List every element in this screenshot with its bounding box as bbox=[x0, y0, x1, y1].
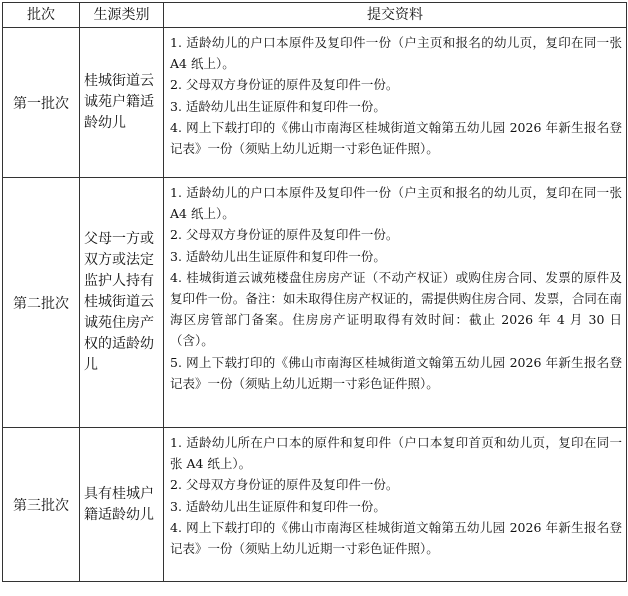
material-item: 1. 适龄幼儿的户口本原件及复印件一份（户主页和报名的幼儿页，复印在同一张 A4 纸上）。 bbox=[170, 185, 622, 222]
material-item: 5. 网上下载打印的《佛山市南海区桂城街道文翰第五幼儿园 2026 年新生报名登记表》一份（须贴上幼儿近期一寸彩色证件照）。 bbox=[170, 354, 622, 391]
table-row bbox=[3, 28, 627, 178]
materials-cell bbox=[164, 28, 627, 178]
material-item: 2. 父母双方身份证的原件及复印件一份。 bbox=[170, 227, 399, 243]
material-item: 2. 父母双方身份证的原件及复印件一份。 bbox=[170, 77, 399, 93]
table-row bbox=[3, 428, 627, 582]
header-source-category: 生源类别 bbox=[80, 3, 164, 28]
material-item: 2. 父母双方身份证的原件及复印件一份。 bbox=[170, 477, 399, 493]
table-row bbox=[3, 178, 627, 428]
material-item: 3. 适龄幼儿出生证原件和复印件一份。 bbox=[170, 248, 386, 264]
material-item: 4. 网上下载打印的《佛山市南海区桂城街道文翰第五幼儿园 2026 年新生报名登记表》一份（须贴上幼儿近期一寸彩色证件照）。 bbox=[170, 519, 622, 557]
material-item: 3. 适龄幼儿出生证原件和复印件一份。 bbox=[170, 498, 386, 514]
source-category-cell: 父母一方或双方或法定监护人持有桂城街道云诚苑住房产权的适龄幼儿 bbox=[80, 178, 164, 428]
material-item: 4. 网上下载打印的《佛山市南海区桂城街道文翰第五幼儿园 2026 年新生报名登记表》一份（须贴上幼儿近期一寸彩色证件照）。 bbox=[170, 119, 622, 157]
material-item: 1. 适龄幼儿的户口本原件及复印件一份（户主页和报名的幼儿页，复印在同一张 A4 纸上）。 bbox=[170, 35, 622, 72]
header-materials: 提交资料 bbox=[164, 3, 627, 28]
batch-cell: 第二批次 bbox=[3, 178, 80, 428]
material-item: 1. 适龄幼儿所在户口本的原件和复印件（户口本复印首页和幼儿页，复印在同一张 A4 纸上）。 bbox=[170, 435, 622, 472]
header-batch: 批次 bbox=[3, 3, 80, 28]
table-header-row bbox=[3, 3, 627, 28]
batch-cell: 第一批次 bbox=[3, 28, 80, 178]
materials-cell bbox=[164, 428, 627, 582]
enrollment-materials-table bbox=[2, 2, 627, 582]
material-item: 4. 桂城街道云诚苑楼盘住房房产证（不动产权证）或购住房合同、发票的原件及复印件一份。备注：如未取得住房产权证的，需提供购住房合同、发票，合同在南海区房管部门备案。住房房产证明取得有效时间：截止 2026 年 4 月 30 日（含）。 bbox=[170, 269, 622, 349]
materials-cell bbox=[164, 178, 627, 428]
source-category-cell: 具有桂城户籍适龄幼儿 bbox=[80, 428, 164, 582]
material-item: 3. 适龄幼儿出生证原件和复印件一份。 bbox=[170, 98, 386, 114]
source-category-cell: 桂城街道云诚苑户籍适龄幼儿 bbox=[80, 28, 164, 178]
batch-cell: 第三批次 bbox=[3, 428, 80, 582]
